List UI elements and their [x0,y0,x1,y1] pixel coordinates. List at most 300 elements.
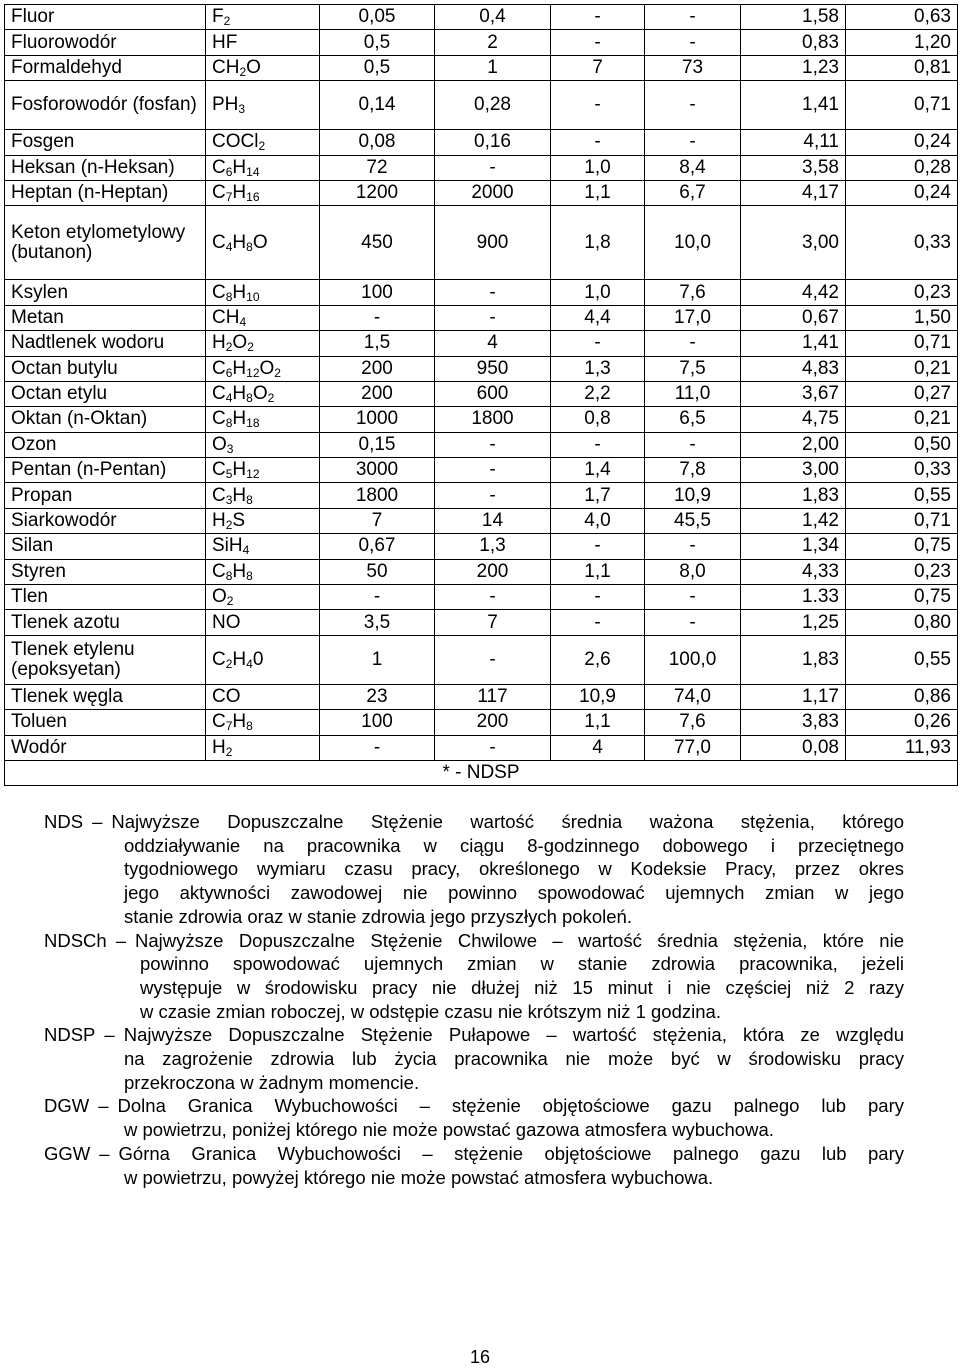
chemical-formula [206,508,320,533]
value-ndsch: - [435,305,551,330]
value-k: 0,81 [846,55,958,80]
value-ggw: 7,6 [645,710,741,735]
substance-name: Formaldehyd [5,55,206,80]
value-density: 3,83 [741,710,846,735]
table-footnote-row [5,760,958,785]
formula-subscript: 12 [246,467,260,482]
table-row [5,508,958,533]
formula-subscript: 14 [246,164,260,179]
value-density: 0,67 [741,305,846,330]
value-density: 2,00 [741,432,846,457]
formula-symbol: H [232,357,247,379]
gas-table-body [5,5,958,761]
substance-name: Tlenek azotu [5,610,206,635]
table-row [5,180,958,205]
value-nds: 3,5 [320,610,435,635]
value-nds: 1,5 [320,331,435,356]
formula-subscript: 2 [225,518,233,533]
value-nds: 0,15 [320,432,435,457]
value-ggw: 45,5 [645,508,741,533]
substance-name: Metan [5,305,206,330]
formula-symbol: PH [212,94,239,116]
table-row [5,30,958,55]
substance-name: Fluorowodór [5,30,206,55]
formula-symbol: C [212,182,226,204]
definition-first-line [44,1094,904,1118]
value-ndsch: 900 [435,206,551,280]
value-dgw: - [551,5,645,30]
value-ndsch: 0,4 [435,5,551,30]
value-dgw: 4,0 [551,508,645,533]
value-dgw: - [551,81,645,130]
substance-name: Tlenek węgla [5,684,206,709]
value-ggw: 11,0 [645,381,741,406]
value-ndsch: 4 [435,331,551,356]
table-row [5,559,958,584]
formula-symbol: C [212,281,226,303]
table-row [5,407,958,432]
formula-symbol: C [212,383,226,405]
value-ggw: 8,4 [645,155,741,180]
formula-symbol: O [232,332,248,354]
value-density: 4,17 [741,180,846,205]
value-dgw: - [551,585,645,610]
formula-subscript: 2 [223,14,231,29]
formula-subscript: 2 [225,656,233,671]
value-dgw: - [551,331,645,356]
formula-symbol: O [252,383,268,405]
definition-text: Najwyższe Dopuszczalne Stężenie wartość średnia ważona stężenia, którego [111,811,904,832]
value-dgw: - [551,610,645,635]
value-dgw: 1,1 [551,180,645,205]
formula-symbol: C [212,357,226,379]
formula-symbol: H [232,459,247,481]
formula-subscript: 8 [246,568,253,583]
chemical-formula [206,483,320,508]
substance-name: Octan butylu [5,356,206,381]
definition-dash: – [98,1095,109,1117]
formula-subscript: 8 [225,289,233,304]
substance-name: Toluen [5,710,206,735]
value-density: 1,41 [741,331,846,356]
definition-abbreviation: GGW [44,1142,91,1164]
table-row [5,206,958,280]
value-dgw: 1,8 [551,206,645,280]
formula-symbol: O [212,586,227,608]
formula-symbol: O [252,231,268,253]
value-k: 0,75 [846,534,958,559]
value-ndsch: - [435,483,551,508]
chemical-formula [206,610,320,635]
value-density: 4,11 [741,130,846,155]
substance-name: Pentan (n-Pentan) [5,458,206,483]
definition-text: Najwyższe Dopuszczalne Stężenie Chwilowe – wartość średnia stężenia, które nie [135,929,904,951]
chemical-formula [206,356,320,381]
formula-symbol: H [232,560,247,582]
formula-symbol: C [212,560,226,582]
chemical-formula [206,206,320,280]
value-ndsch: 0,16 [435,130,551,155]
formula-subscript: 3 [238,102,246,117]
value-nds: 100 [320,710,435,735]
value-k: 1,50 [846,305,958,330]
chemical-formula [206,331,320,356]
value-k: 0,71 [846,331,958,356]
value-dgw: - [551,432,645,457]
chemical-formula [206,155,320,180]
chemical-formula [206,735,320,760]
value-ndsch: 0,28 [435,81,551,130]
formula-subscript: 2 [258,139,266,154]
formula-subscript: 8 [225,416,233,431]
formula-subscript: 2 [239,64,247,79]
substance-name: Oktan (n-Oktan) [5,407,206,432]
formula-subscript: 2 [226,594,234,609]
formula-symbol: CH [212,56,240,78]
table-row [5,155,958,180]
formula-symbol: C [212,648,226,670]
value-ggw: 6,5 [645,407,741,432]
formula-symbol: O [259,357,275,379]
table-row [5,280,958,305]
value-density: 3,00 [741,458,846,483]
value-ggw: 10,0 [645,206,741,280]
definition-text: przekroczona w żadnym momencie. [124,1071,420,1093]
value-nds: 100 [320,280,435,305]
value-k: 0,23 [846,559,958,584]
value-ndsch: 2 [435,30,551,55]
value-nds: 7 [320,508,435,533]
value-density: 4,83 [741,356,846,381]
table-row [5,55,958,80]
value-density: 1,42 [741,508,846,533]
formula-subscript: 6 [225,164,233,179]
value-ggw: 77,0 [645,735,741,760]
value-nds: 0,05 [320,5,435,30]
definition-abbreviation: NDS [44,811,84,832]
value-ggw: 17,0 [645,305,741,330]
value-ndsch: 1 [435,55,551,80]
definition-ndsch [44,929,904,1024]
table-row [5,381,958,406]
value-nds: - [320,735,435,760]
value-density: 1,34 [741,534,846,559]
formula-subscript: 7 [225,190,233,205]
definition-text: Najwyższe Dopuszczalne Stężenie Pułapowe – wartość stężenia, która ze względu [123,1024,904,1046]
chemical-formula [206,635,320,684]
definition-ggw [44,1142,904,1189]
value-nds: 1 [320,635,435,684]
value-k: 0,21 [846,356,958,381]
formula-symbol: H [232,231,247,253]
value-ndsch: 1800 [435,407,551,432]
value-ndsch: - [435,458,551,483]
formula-symbol: H [232,711,247,733]
formula-subscript: 2 [274,365,281,380]
value-dgw: 2,6 [551,635,645,684]
value-ndsch: - [435,280,551,305]
formula-subscript: 18 [246,416,260,431]
gas-table [4,4,958,786]
substance-name: Heptan (n-Heptan) [5,180,206,205]
substance-name: Tlenek etylenu (epoksyetan) [5,635,206,684]
definition-text: oddziaływanie na pracownika w ciągu 8-godzinnego dobowego i przeciętnego [124,834,904,856]
chemical-formula [206,710,320,735]
value-k: 0,86 [846,684,958,709]
table-row [5,585,958,610]
value-nds: - [320,305,435,330]
table-row [5,432,958,457]
value-ggw: - [645,130,741,155]
formula-symbol: C [212,459,226,481]
value-k: 0,75 [846,585,958,610]
table-row [5,5,958,30]
value-nds: 1200 [320,180,435,205]
formula-subscript: 6 [225,365,233,380]
value-k: 0,27 [846,381,958,406]
value-ndsch: 950 [435,356,551,381]
value-ndsch: 2000 [435,180,551,205]
definition-text: na zagrożenie zdrowia lub życia pracownika nie może być w środowisku pracy [124,1048,904,1070]
value-k: 0,33 [846,458,958,483]
chemical-formula [206,381,320,406]
value-dgw: 1,0 [551,155,645,180]
substance-name: Nadtlenek wodoru [5,331,206,356]
substance-name: Heksan (n-Heksan) [5,155,206,180]
value-ggw: 8,0 [645,559,741,584]
formula-symbol: O [246,56,261,78]
formula-subscript: 8 [225,568,233,583]
value-k: 0,24 [846,130,958,155]
table-row [5,483,958,508]
formula-symbol: H [232,408,247,430]
value-dgw: 1,7 [551,483,645,508]
substance-name: Fosforowodór (fosfan) [5,81,206,130]
formula-subscript: 8 [246,391,253,406]
chemical-formula [206,180,320,205]
substance-name: Fluor [5,5,206,30]
value-k: 0,55 [846,483,958,508]
formula-symbol: C [212,711,226,733]
value-ggw: 10,9 [645,483,741,508]
value-density: 1,23 [741,55,846,80]
value-density: 0,83 [741,30,846,55]
chemical-formula [206,684,320,709]
value-density: 1,41 [741,81,846,130]
formula-symbol: C [212,231,226,253]
value-nds: 3000 [320,458,435,483]
definition-text: w powietrzu, powyżej którego nie może powstać atmosfera wybuchowa. [124,1166,714,1188]
formula-subscript: 4 [225,239,233,254]
value-ndsch: - [435,635,551,684]
value-k: 1,20 [846,30,958,55]
formula-subscript: 2 [225,340,233,355]
formula-subscript: 4 [239,314,247,329]
formula-symbol: 0 [252,648,264,670]
formula-subscript: 2 [247,340,254,355]
value-ggw: - [645,81,741,130]
value-k: 0,24 [846,180,958,205]
value-ggw: 6,7 [645,180,741,205]
value-nds: 1800 [320,483,435,508]
definition-text: Dolna Granica Wybuchowości – stężenie objętościowe gazu palnego lub pary [117,1095,904,1117]
value-nds: 0,5 [320,55,435,80]
value-ggw: - [645,30,741,55]
definition-text: stanie zdrowia oraz w stanie zdrowia jego przyszłych pokoleń. [124,905,632,927]
definitions-list [44,810,904,1189]
value-ggw: - [645,432,741,457]
formula-symbol: S [232,510,246,532]
formula-symbol: CH [212,306,240,328]
value-ndsch: 117 [435,684,551,709]
formula-symbol: H [212,510,226,532]
value-ggw: - [645,610,741,635]
value-k: 0,21 [846,407,958,432]
definition-text: jego aktywności zawodowej nie powinno spowodować ujemnych zmian w jego [124,882,904,904]
value-density: 1,25 [741,610,846,635]
value-density: 4,75 [741,407,846,432]
definition-text: w powietrzu, poniżej którego nie może powstać gazowa atmosfera wybuchowa. [124,1119,774,1141]
value-k: 11,93 [846,735,958,760]
formula-symbol: H [232,182,247,204]
formula-symbol: SiH [212,535,243,557]
value-density: 1.33 [741,585,846,610]
table-footnote: * - NDSP [5,760,958,785]
formula-symbol: H [232,484,247,506]
value-density: 1,83 [741,635,846,684]
substance-name: Keton etylometylowy (butanon) [5,206,206,280]
definition-text: występuje w środowisku pracy nie dłużej niż 15 minut i nie częściej niż 2 razy [140,976,904,998]
definition-text: Górna Granica Wybuchowości – stężenie objętościowe palnego gazu lub pary [118,1142,904,1164]
formula-symbol: C [212,156,226,178]
value-dgw: 2,2 [551,381,645,406]
value-ggw: - [645,534,741,559]
value-k: 0,63 [846,5,958,30]
value-k: 0,23 [846,280,958,305]
value-nds: 0,5 [320,30,435,55]
value-ndsch: - [435,735,551,760]
definition-first-line [44,1142,904,1166]
value-density: 4,42 [741,280,846,305]
formula-symbol: H [232,648,247,670]
value-nds: 72 [320,155,435,180]
substance-name: Propan [5,483,206,508]
value-k: 0,55 [846,635,958,684]
definition-dash: – [92,811,103,832]
value-k: 0,26 [846,710,958,735]
chemical-formula [206,55,320,80]
chemical-formula [206,305,320,330]
definition-dgw [44,1094,904,1141]
chemical-formula [206,534,320,559]
value-ggw: - [645,5,741,30]
definition-text: tygodniowego wymiaru czasu pracy, określonego w Kodeksie Pracy, przez okres [124,858,904,880]
value-dgw: 1,4 [551,458,645,483]
formula-subscript: 4 [242,543,250,558]
value-k: 0,80 [846,610,958,635]
chemical-formula [206,5,320,30]
definition-first-line [44,1023,904,1047]
value-ndsch: 200 [435,710,551,735]
definition-dash: – [104,1024,115,1046]
value-k: 0,28 [846,155,958,180]
formula-symbol: C [212,408,226,430]
value-ndsch: 600 [435,381,551,406]
value-dgw: 1,1 [551,559,645,584]
value-density: 1,58 [741,5,846,30]
formula-subscript: 3 [226,441,234,456]
value-dgw: - [551,534,645,559]
value-nds: 1000 [320,407,435,432]
chemical-formula [206,130,320,155]
value-nds: 0,14 [320,81,435,130]
value-nds: 50 [320,559,435,584]
formula-subscript: 2 [225,744,233,759]
value-density: 3,00 [741,206,846,280]
value-ndsch: 200 [435,559,551,584]
formula-subscript: 8 [246,492,253,507]
definition-abbreviation: NDSP [44,1024,96,1046]
value-nds: 0,67 [320,534,435,559]
value-ggw: 100,0 [645,635,741,684]
value-dgw: 7 [551,55,645,80]
definition-abbreviation: DGW [44,1095,90,1117]
formula-symbol: H [232,383,247,405]
value-nds: 0,08 [320,130,435,155]
formula-symbol: F [212,6,224,28]
value-ndsch: 14 [435,508,551,533]
value-density: 4,33 [741,559,846,584]
chemical-formula [206,30,320,55]
substance-name: Octan etylu [5,381,206,406]
chemical-formula [206,280,320,305]
table-row [5,331,958,356]
table-row [5,458,958,483]
table-row [5,534,958,559]
substance-name: Wodór [5,735,206,760]
value-ndsch: - [435,585,551,610]
definition-text: w czasie zmian roboczej, w odstępie czasu nie krótszym niż 1 godzina. [140,1000,721,1022]
value-ggw: 7,5 [645,356,741,381]
formula-symbol: HF [212,31,238,53]
formula-symbol: C [212,484,226,506]
chemical-formula [206,81,320,130]
formula-symbol: H [212,332,226,354]
table-row [5,130,958,155]
value-density: 3,58 [741,155,846,180]
substance-name: Ozon [5,432,206,457]
value-ggw: - [645,585,741,610]
substance-name: Siarkowodór [5,508,206,533]
value-dgw: 1,1 [551,710,645,735]
table-row [5,710,958,735]
formula-subscript: 5 [225,467,233,482]
substance-name: Silan [5,534,206,559]
value-nds: - [320,585,435,610]
definition-text: powinno spowodować ujemnych zmian w stanie zdrowia pracownika, jeżeli [140,953,904,975]
value-dgw: 1,3 [551,356,645,381]
value-dgw: 1,0 [551,280,645,305]
definition-dash: – [99,1142,110,1164]
formula-subscript: 8 [246,719,253,734]
value-nds: 200 [320,356,435,381]
formula-subscript: 8 [246,239,253,254]
value-density: 3,67 [741,381,846,406]
value-dgw: 10,9 [551,684,645,709]
chemical-formula [206,458,320,483]
formula-symbol: H [212,736,226,758]
value-k: 0,33 [846,206,958,280]
